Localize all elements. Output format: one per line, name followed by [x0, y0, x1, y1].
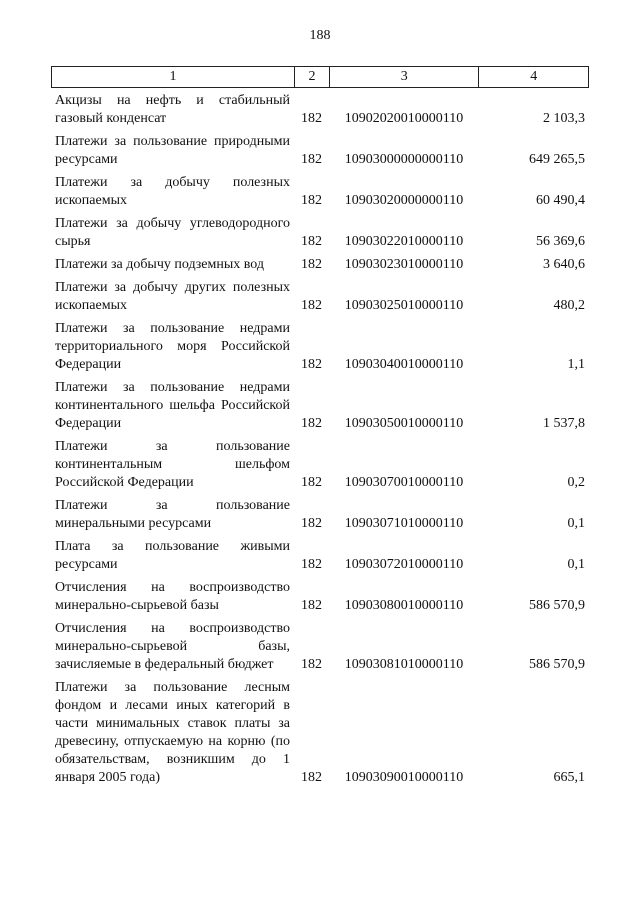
row-income-code: 10903080010000110: [344, 598, 464, 613]
row-value: 3 640,6: [543, 257, 585, 272]
row-name: Плата за пользование живыми ресурсами: [55, 539, 290, 572]
row-value: 60 490,4: [536, 193, 585, 208]
row-income-code: 10903081010000110: [344, 657, 464, 672]
row-income-code: 10903040010000110: [344, 357, 464, 372]
row-value: 0,1: [567, 557, 585, 572]
row-name: Отчисления на воспроизводство минерально-сырьевой базы, зачисляемые в федеральный бюджет: [55, 621, 290, 672]
header-col-2: 2: [294, 67, 329, 87]
row-income-code: 10903000000000110: [344, 152, 464, 167]
table-row: [51, 379, 589, 433]
row-name: Платежи за пользование природными ресурсами: [55, 134, 290, 167]
table-row: [51, 438, 589, 492]
row-admin-code: 182: [301, 416, 322, 431]
row-name: Платежи за пользование недрами континентального шельфа Российской Федерации: [55, 380, 290, 431]
row-income-code: 10903020000000110: [344, 193, 464, 208]
row-admin-code: 182: [301, 598, 322, 613]
row-income-code: 10903050010000110: [344, 416, 464, 431]
table-row: [51, 579, 589, 615]
row-admin-code: 182: [301, 770, 322, 785]
table-header: [51, 66, 589, 88]
row-name: Платежи за пользование континентальным шельфом Российской Федерации: [55, 439, 290, 490]
row-income-code: 10903090010000110: [344, 770, 464, 785]
row-admin-code: 182: [301, 193, 322, 208]
row-income-code: 10902020010000110: [344, 111, 464, 126]
row-name: Платежи за добычу других полезных ископаемых: [55, 280, 290, 313]
table-row: [51, 620, 589, 674]
table-row: [51, 215, 589, 251]
row-value: 1,1: [567, 357, 585, 372]
table-body: [51, 92, 589, 787]
row-admin-code: 182: [301, 152, 322, 167]
table-row: [51, 174, 589, 210]
row-value: 2 103,3: [543, 111, 585, 126]
row-name: Платежи за пользование лесным фондом и лесами иных категорий в части минимальных ставок платы за древесину, отпускаемую на корню (по обязательствам, возникшим до 1 января 2005 года): [55, 680, 290, 785]
row-income-code: 10903071010000110: [344, 516, 464, 531]
table-row: [51, 133, 589, 169]
budget-table: [51, 66, 589, 792]
row-income-code: 10903070010000110: [344, 475, 464, 490]
table-row: [51, 538, 589, 574]
row-admin-code: 182: [301, 557, 322, 572]
row-income-code: 10903023010000110: [344, 257, 464, 272]
row-admin-code: 182: [301, 657, 322, 672]
row-name: Акцизы на нефть и стабильный газовый конденсат: [55, 93, 290, 126]
header-col-4: 4: [478, 67, 588, 87]
row-admin-code: 182: [301, 111, 322, 126]
table-row: [51, 256, 589, 274]
header-col-3: 3: [329, 67, 478, 87]
row-name: Платежи за пользование недрами территориального моря Российской Федерации: [55, 321, 290, 372]
table-row: [51, 279, 589, 315]
table-row: [51, 497, 589, 533]
row-name: Отчисления на воспроизводство минерально-сырьевой базы: [55, 580, 290, 613]
row-name: Платежи за добычу полезных ископаемых: [55, 175, 290, 208]
table-row: [51, 92, 589, 128]
row-admin-code: 182: [301, 298, 322, 313]
row-value: 56 369,6: [536, 234, 585, 249]
row-income-code: 10903022010000110: [344, 234, 464, 249]
row-value: 1 537,8: [543, 416, 585, 431]
row-admin-code: 182: [301, 516, 322, 531]
row-admin-code: 182: [301, 257, 322, 272]
row-admin-code: 182: [301, 234, 322, 249]
row-value: 586 570,9: [529, 598, 585, 613]
row-admin-code: 182: [301, 475, 322, 490]
row-value: 665,1: [553, 770, 585, 785]
row-value: 480,2: [553, 298, 585, 313]
row-admin-code: 182: [301, 357, 322, 372]
row-value: 649 265,5: [529, 152, 585, 167]
page-number: 188: [309, 28, 331, 43]
row-name: Платежи за пользование минеральными ресурсами: [55, 498, 290, 531]
table-row: [51, 679, 589, 787]
row-name: Платежи за добычу углеводородного сырья: [55, 216, 290, 249]
row-value: 0,1: [567, 516, 585, 531]
header-col-1: 1: [169, 69, 177, 84]
row-income-code: 10903025010000110: [344, 298, 464, 313]
table-row: [51, 320, 589, 374]
row-income-code: 10903072010000110: [344, 557, 464, 572]
row-value: 586 570,9: [529, 657, 585, 672]
row-name: Платежи за добычу подземных вод: [55, 257, 265, 272]
row-value: 0,2: [567, 475, 585, 490]
